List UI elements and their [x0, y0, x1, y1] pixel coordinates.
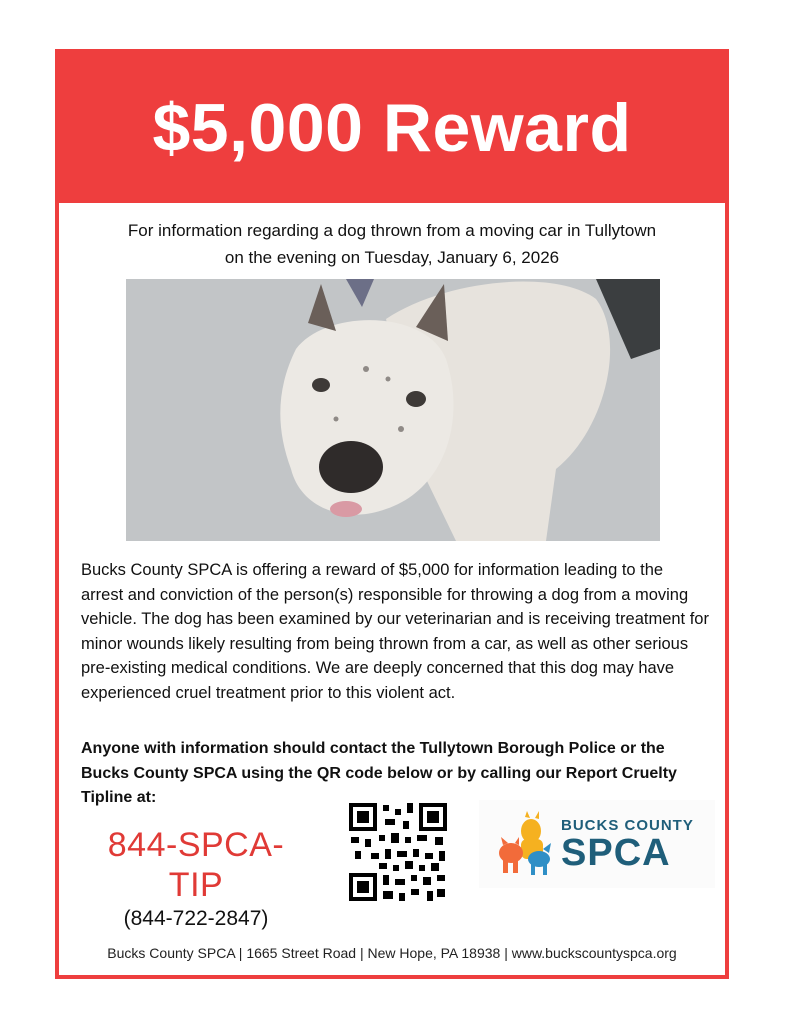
logo-line-1: BUCKS COUNTY — [561, 816, 694, 834]
reward-poster — [55, 49, 729, 979]
footer-address: Bucks County SPCA | 1665 Street Road | New Hope, PA 18938 | www.buckscountyspca.org — [107, 945, 677, 961]
subtitle-line-2: on the evening on Tuesday, January 6, 2026 — [224, 248, 560, 267]
reward-title: $5,000 Reward — [152, 90, 632, 166]
dog-photo — [126, 279, 660, 541]
tipline-phone — [81, 825, 311, 933]
incident-subtitle — [69, 217, 715, 271]
subtitle-line-1: For information regarding a dog thrown from a moving car in Tullytown — [127, 221, 657, 240]
reward-banner — [59, 53, 725, 203]
qr-code-icon[interactable] — [349, 803, 447, 901]
reward-description: Bucks County SPCA is offering a reward of $5,000 for information leading to the arrest and conviction of the person(s) responsible for throwing a dog from a moving vehicle. The dog has been examined by our veterinarian and is receiving treatment for minor wounds likely resulting from being thrown from a car, as well as other serious pre-existing medical conditions. We are deeply concerned that this dog may have experienced cruel treatment prior to this violent act. — [81, 561, 709, 702]
tipline-vanity-number: 844-SPCA-TIP — [107, 826, 285, 904]
tipline-number: (844-722-2847) — [123, 907, 269, 930]
animals-logo-icon — [491, 809, 557, 879]
logo-line-2: SPCA — [561, 831, 671, 874]
contact-instructions: Anyone with information should contact the Tullytown Borough Police or the Bucks County SPCA using the QR code below or by calling our Report Cruelty Tipline at: — [81, 740, 677, 806]
spca-logo — [479, 800, 715, 888]
